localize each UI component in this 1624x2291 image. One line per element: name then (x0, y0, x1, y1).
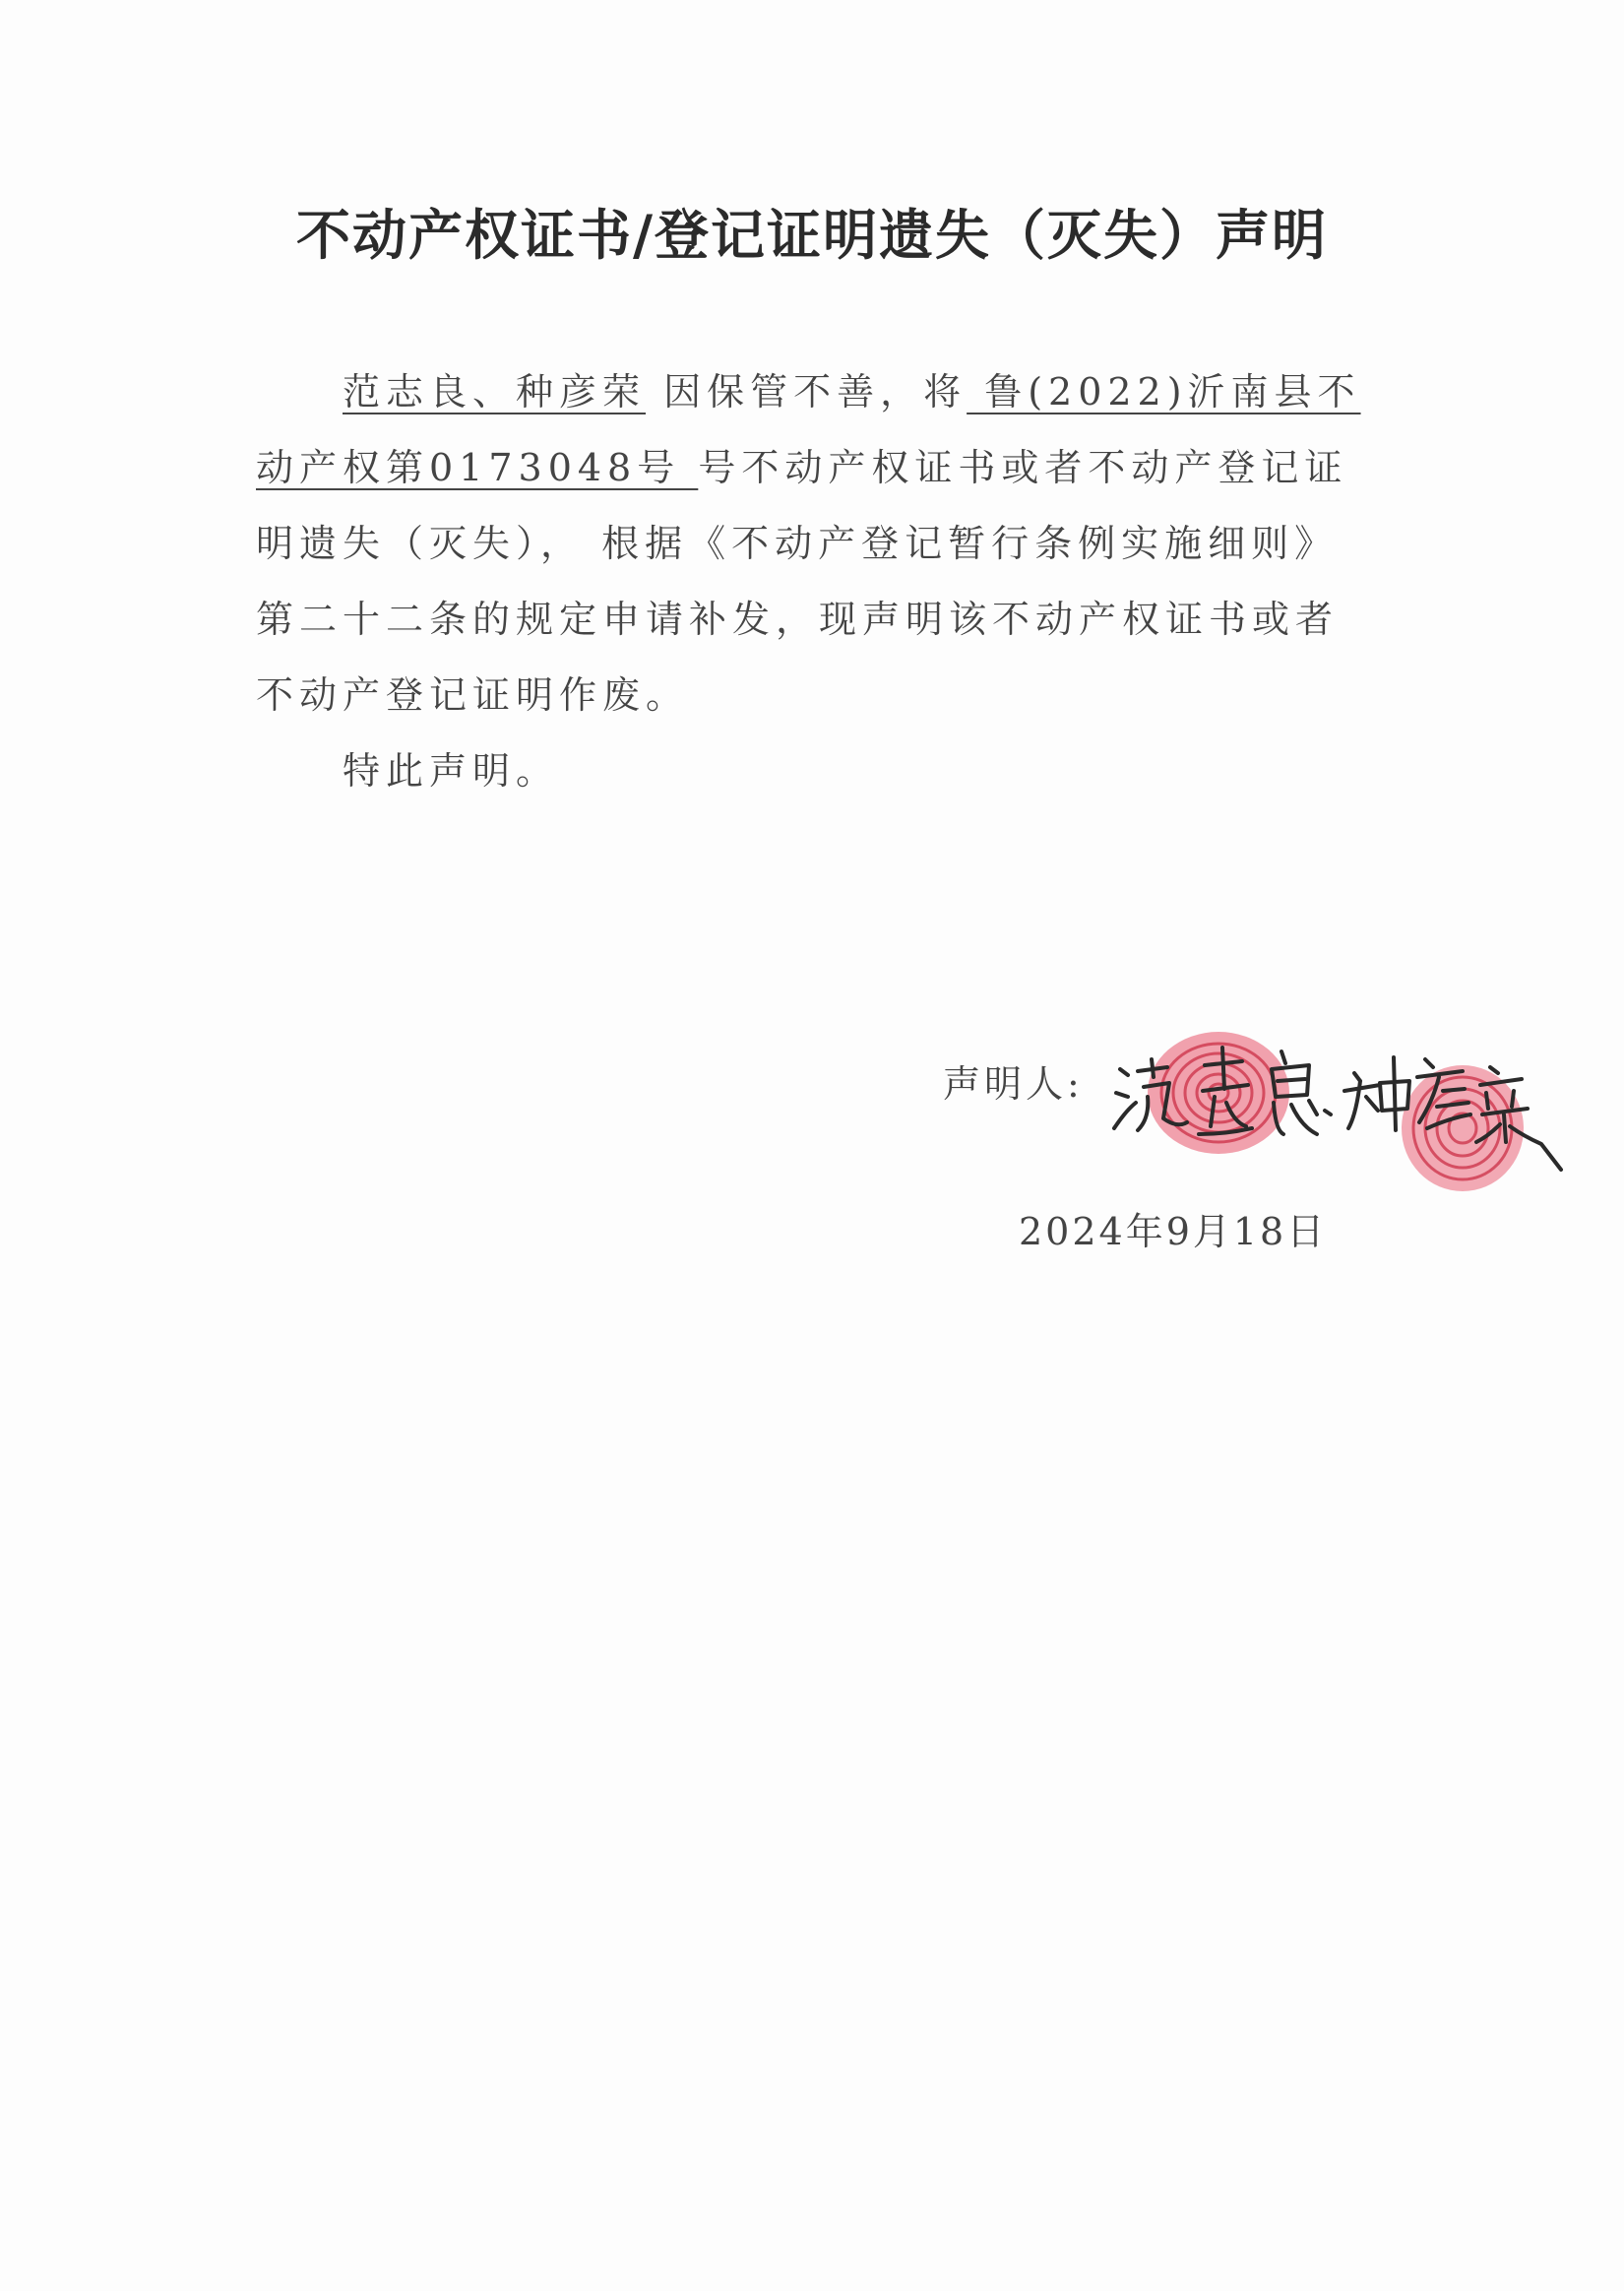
declaration-date: 2024年9月18日 (1019, 1210, 1328, 1253)
text-after-declarants: 因保管不善，将 (646, 370, 968, 414)
closing-statement: 特此声明。 (343, 749, 560, 793)
declarant-names: 范志良、种彦荣 (343, 370, 647, 414)
declaration-paragraph (256, 354, 1378, 733)
certificate-number: 鲁(2022)沂南县不动产权第0173048号 (256, 370, 1361, 489)
signature-with-fingerprints (1108, 1012, 1581, 1199)
declaration-body (256, 354, 1378, 809)
text-after-certificate: 号不动产权证书或者不动产登记证明遗失（灭失）， 根据《不动产登记暂行条例实施细则》第二十二条的规定申请补发，现声明该不动产权证书或者不动产登记证明作废。 (256, 446, 1348, 717)
signature-block (943, 1034, 1593, 1181)
signer-label: 声明人: (943, 1062, 1084, 1106)
document-title: 不动产权证书/登记证明遗失（灭失）声明 (295, 204, 1329, 267)
